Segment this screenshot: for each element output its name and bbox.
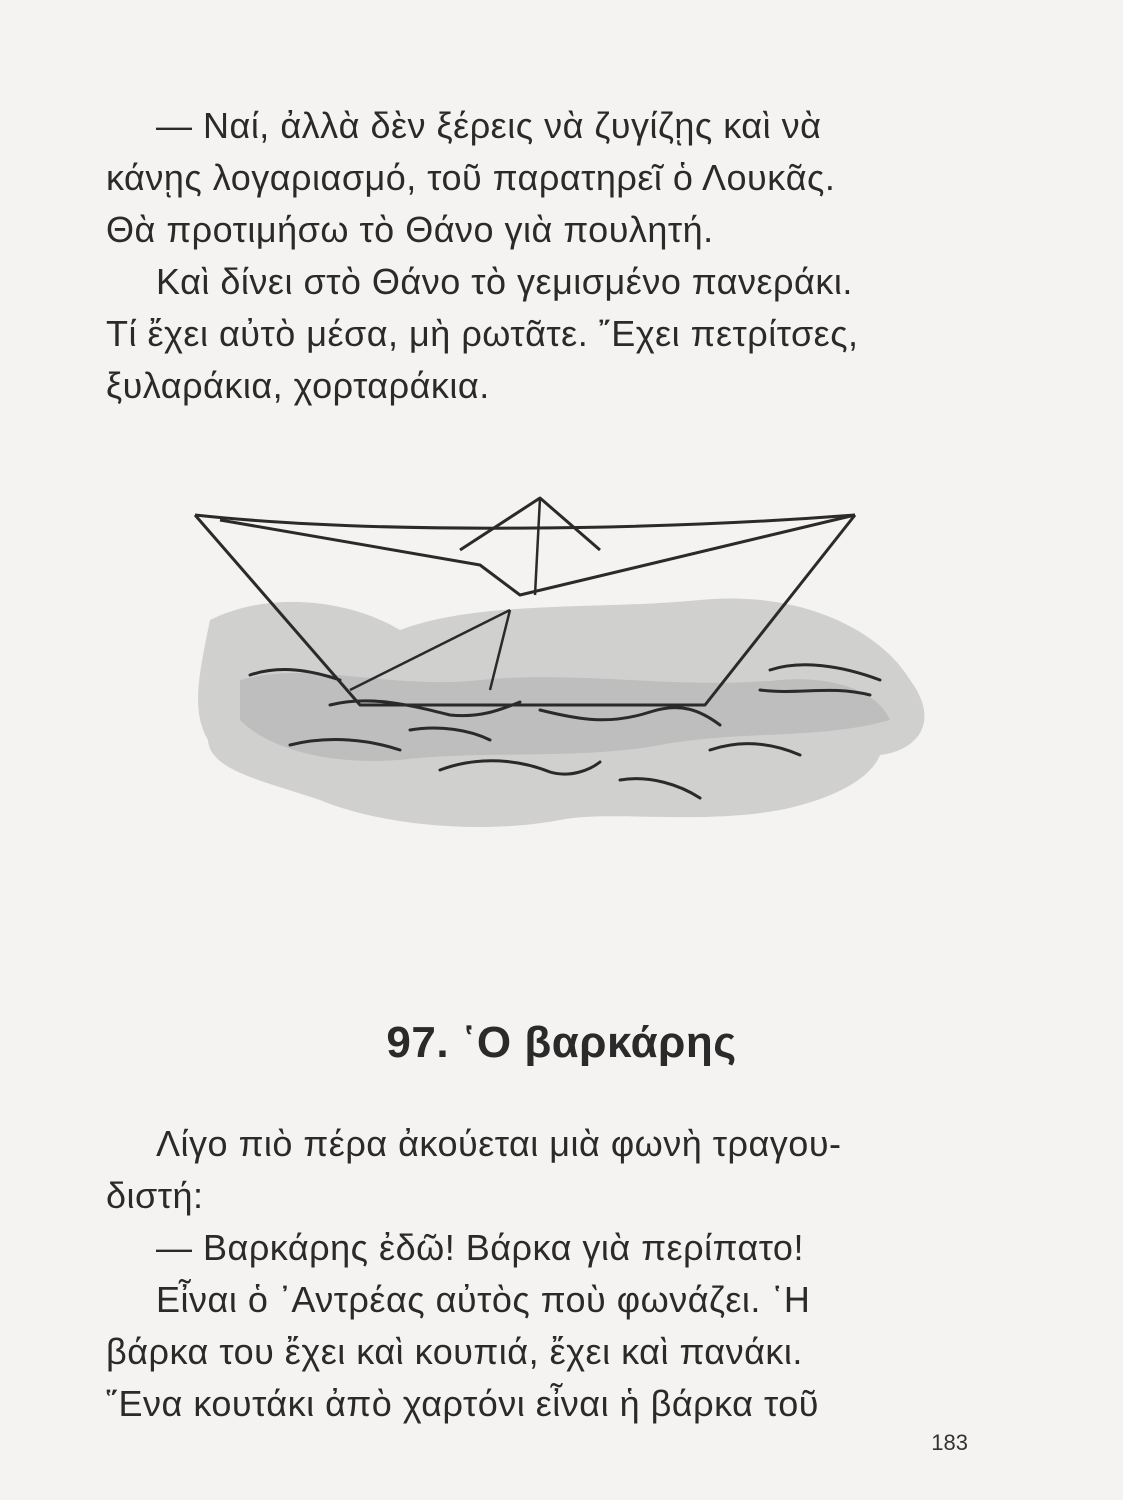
text-line: ξυλαράκια, χορταράκια. [106,365,490,406]
boat-sail [460,498,600,550]
text-line: βάρκα του ἔχει καὶ κουπιά, ἔχει καὶ πανάκι. [106,1331,803,1372]
top-paragraph [106,100,986,412]
boat-sail-fold [535,498,540,595]
text-line: Θὰ προτιμήσω τὸ Θάνο γιὰ πουλητή. [106,209,714,250]
chapter-title: 97. ῾Ο βαρκάρης [386,1018,737,1067]
bottom-paragraph [106,1118,986,1430]
text-line: κάνῃς λογαριασμό, τοῦ παρατηρεῖ ὁ Λουκᾶς. [106,157,836,198]
text-line: Εἶναι ὁ ᾿Αντρέας αὐτὸς ποὺ φωνάζει. ῾Η [156,1279,811,1320]
text-line: — Βαρκάρης ἐδῶ! Βάρκα γιὰ περίπατο! [156,1227,804,1268]
page-number: 183 [931,1430,968,1455]
text-line: ῞Ενα κουτάκι ἀπὸ χαρτόνι εἶναι ἡ βάρκα τοῦ [106,1383,819,1424]
text-line: Τί ἔχει αὐτὸ μέσα, μὴ ρωτᾶτε. ῎Εχει πετρίτσες, [106,313,859,354]
text-line: — Ναί, ἀλλὰ δὲν ξέρεις νὰ ζυγίζῃς καὶ νὰ [156,105,822,146]
boat-top-edge [195,515,855,528]
text-line: Καὶ δίνει στὸ Θάνο τὸ γεμισμένο πανεράκι. [156,261,853,302]
paper-boat-illustration [180,480,940,850]
text-line: Λίγο πιὸ πέρα ἀκούεται μιὰ φωνὴ τραγου- [156,1123,842,1164]
text-line: διστή: [106,1175,204,1216]
